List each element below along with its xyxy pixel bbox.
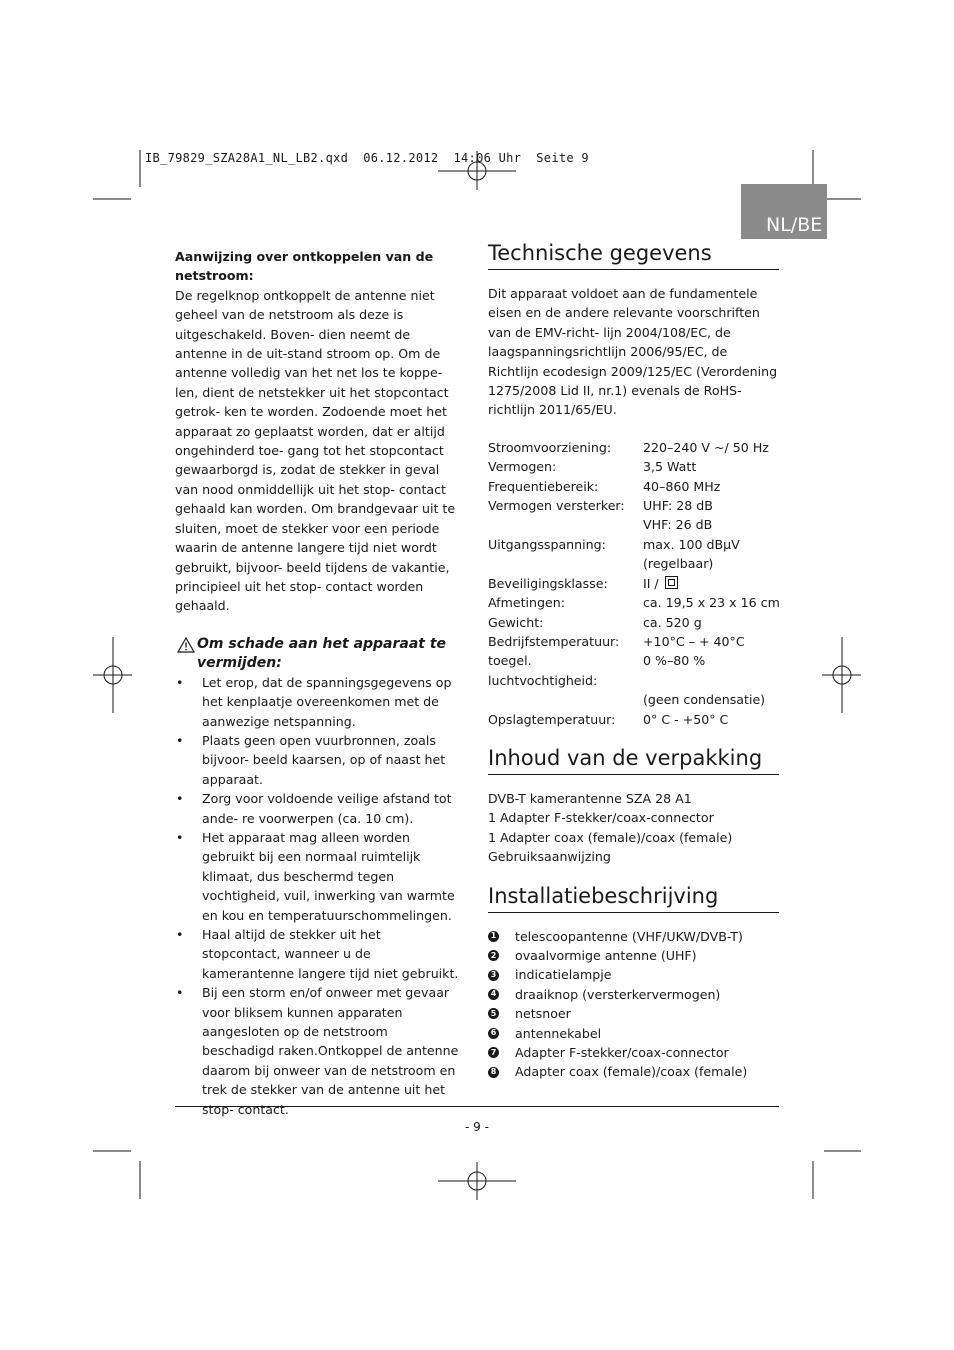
spec-value: 0 %–80 % xyxy=(643,653,706,669)
list-item: Gebruiksaanwijzing xyxy=(488,849,611,865)
spec-label: Beveiligingsklasse: xyxy=(488,575,608,591)
list-item xyxy=(488,946,779,965)
spec-value: +10°C – + 40°C xyxy=(643,633,745,649)
list-item: • Plaats geen open vuurbronnen, zoals bijvoor- beeld kaarsen, op of naast het apparaat. xyxy=(175,731,463,789)
spec-value: 220–240 V ~/ 50 Hz xyxy=(643,439,769,455)
number-badge: 8 xyxy=(488,1067,499,1078)
spec-label: Frequentiebereik: xyxy=(488,478,599,494)
list-item xyxy=(488,1024,779,1043)
warning-triangle-icon xyxy=(175,637,197,653)
number-badge: 6 xyxy=(488,1028,499,1039)
spec-label: Afmetingen: xyxy=(488,595,566,611)
install-list xyxy=(488,927,779,1082)
warning-list xyxy=(175,673,463,1119)
spec-value: ca. 19,5 x 23 x 16 cm xyxy=(643,595,780,611)
item-text: ovaalvormige antenne (UHF) xyxy=(515,947,697,963)
list-item: • Zorg voor voldoende veilige afstand tot ande- re voorwerpen (ca. 10 cm). xyxy=(175,789,463,828)
list-item: 1 Adapter F-stekker/coax-connector xyxy=(488,810,714,826)
spec-value: ca. 520 g xyxy=(643,614,702,630)
list-item xyxy=(488,965,779,984)
item-text: Adapter coax (female)/coax (female) xyxy=(515,1064,748,1080)
spec-label: Stroomvoorziening: xyxy=(488,439,612,455)
spec-label: Bedrijfstemperatuur: xyxy=(488,633,620,649)
left-column xyxy=(175,247,463,1119)
list-item xyxy=(488,927,779,946)
registration-mark-icon xyxy=(822,637,861,713)
warning-heading xyxy=(175,635,463,673)
registration-mark-icon xyxy=(93,637,132,713)
number-badge: 2 xyxy=(488,950,499,961)
spec-label: Uitgangsspanning: xyxy=(488,536,606,552)
spec-label: toegel. luchtvochtigheid: xyxy=(488,653,598,688)
double-insulation-icon xyxy=(665,576,678,589)
spec-value: II / xyxy=(643,575,659,591)
spec-label: Gewicht: xyxy=(488,614,544,630)
spec-value: 3,5 Watt xyxy=(643,459,697,475)
item-text: telescoopantenne (VHF/UKW/DVB-T) xyxy=(515,928,743,944)
registration-mark-icon xyxy=(438,1162,516,1200)
tech-heading: Technische gegevens xyxy=(488,240,779,270)
page-number: - 9 - xyxy=(465,1120,489,1134)
spec-label xyxy=(488,690,643,709)
install-heading: Installatiebeschrijving xyxy=(488,883,779,913)
footer-divider xyxy=(175,1106,779,1107)
spec-label: Vermogen versterker: xyxy=(488,498,625,514)
package-heading: Inhoud van de verpakking xyxy=(488,745,779,775)
tech-intro: Dit apparaat voldoet aan de fundamentele eisen en de andere relevante voorschriften van de EMV-richt- lijn 2004/108/EC, de laagspanningsrichtlijn 2006/95/EC, de Richtlijn ecodesign 2009/125/EC (Verordening 1275/2008 Lid II, nr.1) evenals de RoHS-richtlijn 2011/65/EU. xyxy=(488,286,778,418)
list-item xyxy=(488,1062,779,1081)
spec-value: max. 100 dBµV xyxy=(643,536,740,552)
list-item: • Haal altijd de stekker uit het stopcontact, wanneer u de kamerantenne langere tijd niet gebruikt. xyxy=(175,925,463,983)
spec-label xyxy=(488,554,643,573)
print-header: IB_79829_SZA28A1_NL_LB2.qxd 06.12.2012 14:06 Uhr Seite 9 xyxy=(145,151,589,165)
package-list xyxy=(488,789,779,867)
spec-table xyxy=(488,438,779,729)
right-column xyxy=(488,240,779,1082)
note-title: Aanwijzing over ontkoppelen van de netstroom: xyxy=(175,249,434,284)
list-item: DVB-T kamerantenne SZA 28 A1 xyxy=(488,790,692,806)
spec-label xyxy=(488,515,643,534)
list-item: • Het apparaat mag alleen worden gebruikt bij een normaal ruimtelijk klimaat, dus beschermd tegen vochtigheid, vuil, inwerking van warmte en kou en temperatuurschommelingen. xyxy=(175,828,463,925)
language-tab-label: NL/BE xyxy=(766,214,823,236)
number-badge: 5 xyxy=(488,1008,499,1019)
spec-value: 40–860 MHz xyxy=(643,478,721,494)
spec-value: VHF: 26 dB xyxy=(643,517,713,533)
spec-label: Opslagtemperatuur: xyxy=(488,711,616,727)
list-item xyxy=(488,1004,779,1023)
item-text: netsnoer xyxy=(515,1006,571,1022)
spec-value: UHF: 28 dB xyxy=(643,498,713,514)
spec-value: (geen condensatie) xyxy=(643,692,766,708)
spec-value-protection xyxy=(643,574,779,593)
note-body: De regelknop ontkoppelt de antenne niet geheel van de netstroom als deze is uitgeschakeld. Boven- dien neemt de antenne in de uit-stand stroom op. Om de antenne volledig van het net los te koppe- len, dient de netstekker uit het stopcontact getrok- ken te worden. Zodoende moet het apparaat zo geplaatst worden, dat er altijd ongehinderd toe- gang tot het stopcontact gewaarborgd is, zodat de stekker in geval van nood onmiddellijk uit het stop- contact gehaald kan worden. Om brandgevaar uit te sluiten, moet de stekker voor een periode waarin de antenne langere tijd niet wordt gebruikt, bijvoor- beeld tijdens de vakantie, principieel uit het stop- contact worden gehaald. xyxy=(175,287,456,614)
list-item: 1 Adapter coax (female)/coax (female) xyxy=(488,829,733,845)
language-tab xyxy=(741,184,827,239)
list-item xyxy=(488,985,779,1004)
list-item: • Let erop, dat de spanningsgegevens op het kenplaatje overeenkomen met de aanwezige netspanning. xyxy=(175,673,463,731)
item-text: antennekabel xyxy=(515,1025,602,1041)
item-text: draaiknop (versterkervermogen) xyxy=(515,986,721,1002)
warning-title: Om schade aan het apparaat te vermijden: xyxy=(197,635,447,671)
list-item xyxy=(488,1043,779,1062)
spec-value: (regelbaar) xyxy=(643,556,714,572)
item-text: Adapter F-stekker/coax-connector xyxy=(515,1045,729,1060)
number-badge: 7 xyxy=(488,1047,499,1058)
list-item: • Bij een storm en/of onweer met gevaar voor bliksem kunnen apparaten aangesloten op de netstroom beschadigd raken.Ontkoppel de antenne daarom bij onweer van de netstroom en trek de stekker van de antenne uit het stop- contact. xyxy=(175,983,463,1119)
spec-label: Vermogen: xyxy=(488,459,557,475)
number-badge: 3 xyxy=(488,970,499,981)
item-text: indicatielampje xyxy=(515,967,612,983)
spec-value: 0° C - +50° C xyxy=(643,711,729,727)
number-badge: 1 xyxy=(488,931,499,942)
number-badge: 4 xyxy=(488,989,499,1000)
